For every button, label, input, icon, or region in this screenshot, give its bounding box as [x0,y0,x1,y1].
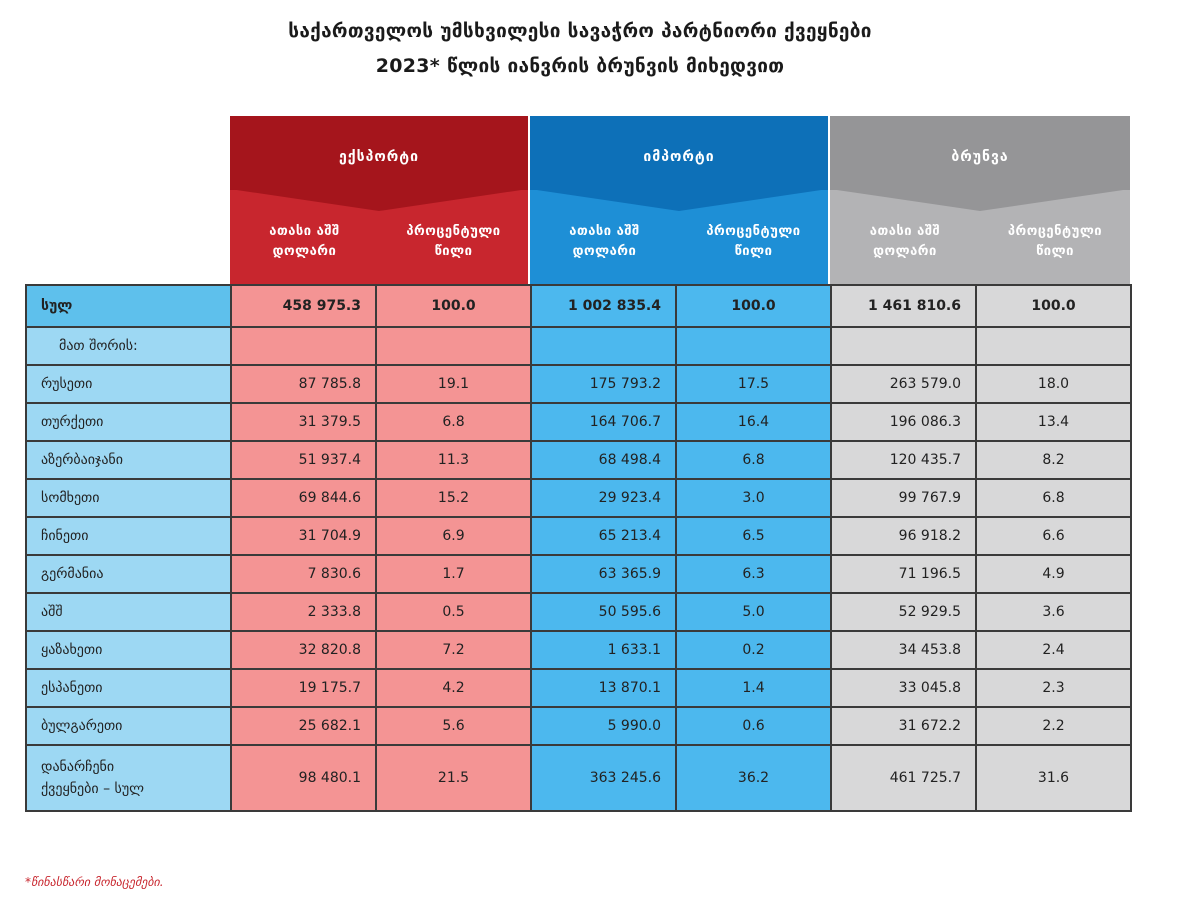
turnover-value: 99 767.9 [831,479,976,517]
empty-cell [231,327,376,365]
turnover-header-chevron [830,189,1130,211]
table-row [26,479,1131,517]
table-row-total [26,285,1131,327]
import-value: 164 706.7 [531,403,676,441]
import-share: 3.0 [676,479,831,517]
import-share: 1.4 [676,669,831,707]
import-value: 1 633.1 [531,631,676,669]
row-name: სომხეთი [26,479,231,517]
row-name: ყაზახეთი [26,631,231,669]
turnover-label: ბრუნვა [951,149,1009,165]
import-share: 6.3 [676,555,831,593]
turnover-value: 34 453.8 [831,631,976,669]
table-row [26,593,1131,631]
footnote: *წინასწარი მონაცემები. [25,875,164,889]
turnover-share: 100.0 [976,285,1131,327]
export-value: 87 785.8 [231,365,376,403]
export-value: 2 333.8 [231,593,376,631]
export-share: 1.7 [376,555,531,593]
import-value: 29 923.4 [531,479,676,517]
import-share: 0.6 [676,707,831,745]
export-share-header: პროცენტული წილი [406,224,501,259]
import-value: 65 213.4 [531,517,676,555]
row-name: რუსეთი [26,365,231,403]
table-row [26,403,1131,441]
turnover-share: 13.4 [976,403,1131,441]
turnover-header [830,116,1130,284]
export-value: 31 379.5 [231,403,376,441]
empty-cell [831,327,976,365]
turnover-value: 52 929.5 [831,593,976,631]
row-name: აზერბაიჯანი [26,441,231,479]
export-share: 19.1 [376,365,531,403]
export-share: 11.3 [376,441,531,479]
import-value: 1 002 835.4 [531,285,676,327]
import-share: 36.2 [676,745,831,811]
import-label: იმპორტი [643,149,715,165]
turnover-share-header: პროცენტული წილი [1007,224,1103,259]
turnover-value: 120 435.7 [831,441,976,479]
export-value: 25 682.1 [231,707,376,745]
export-header-chevron [230,189,528,211]
export-value: 19 175.7 [231,669,376,707]
export-label: ექსპორტი [339,149,419,165]
export-value: 98 480.1 [231,745,376,811]
row-name: ბულგარეთი [26,707,231,745]
turnover-share: 6.8 [976,479,1131,517]
row-name: აშშ [26,593,231,631]
export-share: 0.5 [376,593,531,631]
export-share: 6.8 [376,403,531,441]
export-share: 21.5 [376,745,531,811]
turnover-value: 263 579.0 [831,365,976,403]
export-share: 7.2 [376,631,531,669]
table-row [26,517,1131,555]
import-share: 17.5 [676,365,831,403]
import-value: 63 365.9 [531,555,676,593]
empty-cell [531,327,676,365]
trade-partners-table [25,284,1132,812]
export-value: 51 937.4 [231,441,376,479]
row-name: გერმანია [26,555,231,593]
turnover-value-header: ათასი აშშ დოლარი [869,224,941,259]
import-share: 6.5 [676,517,831,555]
others-name-line2: ქვეყნები – სულ [41,781,145,797]
turnover-share: 3.6 [976,593,1131,631]
table-row [26,555,1131,593]
turnover-share: 4.9 [976,555,1131,593]
table-row [26,365,1131,403]
export-share: 100.0 [376,285,531,327]
import-share: 6.8 [676,441,831,479]
turnover-value: 31 672.2 [831,707,976,745]
among-label: მათ შორის: [26,327,231,365]
import-value: 175 793.2 [531,365,676,403]
turnover-value: 461 725.7 [831,745,976,811]
import-header [530,116,828,284]
table-row [26,631,1131,669]
export-value: 31 704.9 [231,517,376,555]
import-header-chevron [530,189,828,211]
export-header [230,116,528,284]
turnover-value: 1 461 810.6 [831,285,976,327]
row-name: თურქეთი [26,403,231,441]
import-value-header: ათასი აშშ დოლარი [569,224,640,259]
export-share: 4.2 [376,669,531,707]
import-share: 5.0 [676,593,831,631]
table-row-others [26,745,1131,811]
row-name: სულ [26,285,231,327]
import-share: 100.0 [676,285,831,327]
turnover-value: 96 918.2 [831,517,976,555]
import-value: 363 245.6 [531,745,676,811]
row-name: ჩინეთი [26,517,231,555]
turnover-share: 8.2 [976,441,1131,479]
export-share: 15.2 [376,479,531,517]
import-value: 5 990.0 [531,707,676,745]
table-row [26,707,1131,745]
export-value: 7 830.6 [231,555,376,593]
turnover-share: 31.6 [976,745,1131,811]
page-title: საქართველოს უმსხვილესი სავაჭრო პარტნიორი ქვეყნები [288,20,872,42]
page-subtitle: 2023* წლის იანვრის ბრუნვის მიხედვით [375,55,785,77]
turnover-value: 196 086.3 [831,403,976,441]
turnover-share: 2.4 [976,631,1131,669]
empty-cell [676,327,831,365]
import-share-header: პროცენტული წილი [706,224,801,259]
import-share: 0.2 [676,631,831,669]
table-row [26,441,1131,479]
turnover-value: 71 196.5 [831,555,976,593]
import-value: 68 498.4 [531,441,676,479]
empty-cell [376,327,531,365]
turnover-share: 6.6 [976,517,1131,555]
turnover-share: 18.0 [976,365,1131,403]
export-value-header: ათასი აშშ დოლარი [269,224,340,259]
row-name [26,745,231,811]
turnover-value: 33 045.8 [831,669,976,707]
others-name-line1: დანარჩენი [41,759,115,775]
export-value: 69 844.6 [231,479,376,517]
empty-cell [976,327,1131,365]
row-name: ესპანეთი [26,669,231,707]
import-value: 13 870.1 [531,669,676,707]
table-row [26,669,1131,707]
export-share: 5.6 [376,707,531,745]
table-row-among [26,327,1131,365]
export-value: 32 820.8 [231,631,376,669]
turnover-share: 2.3 [976,669,1131,707]
import-share: 16.4 [676,403,831,441]
import-value: 50 595.6 [531,593,676,631]
export-share: 6.9 [376,517,531,555]
export-value: 458 975.3 [231,285,376,327]
turnover-share: 2.2 [976,707,1131,745]
